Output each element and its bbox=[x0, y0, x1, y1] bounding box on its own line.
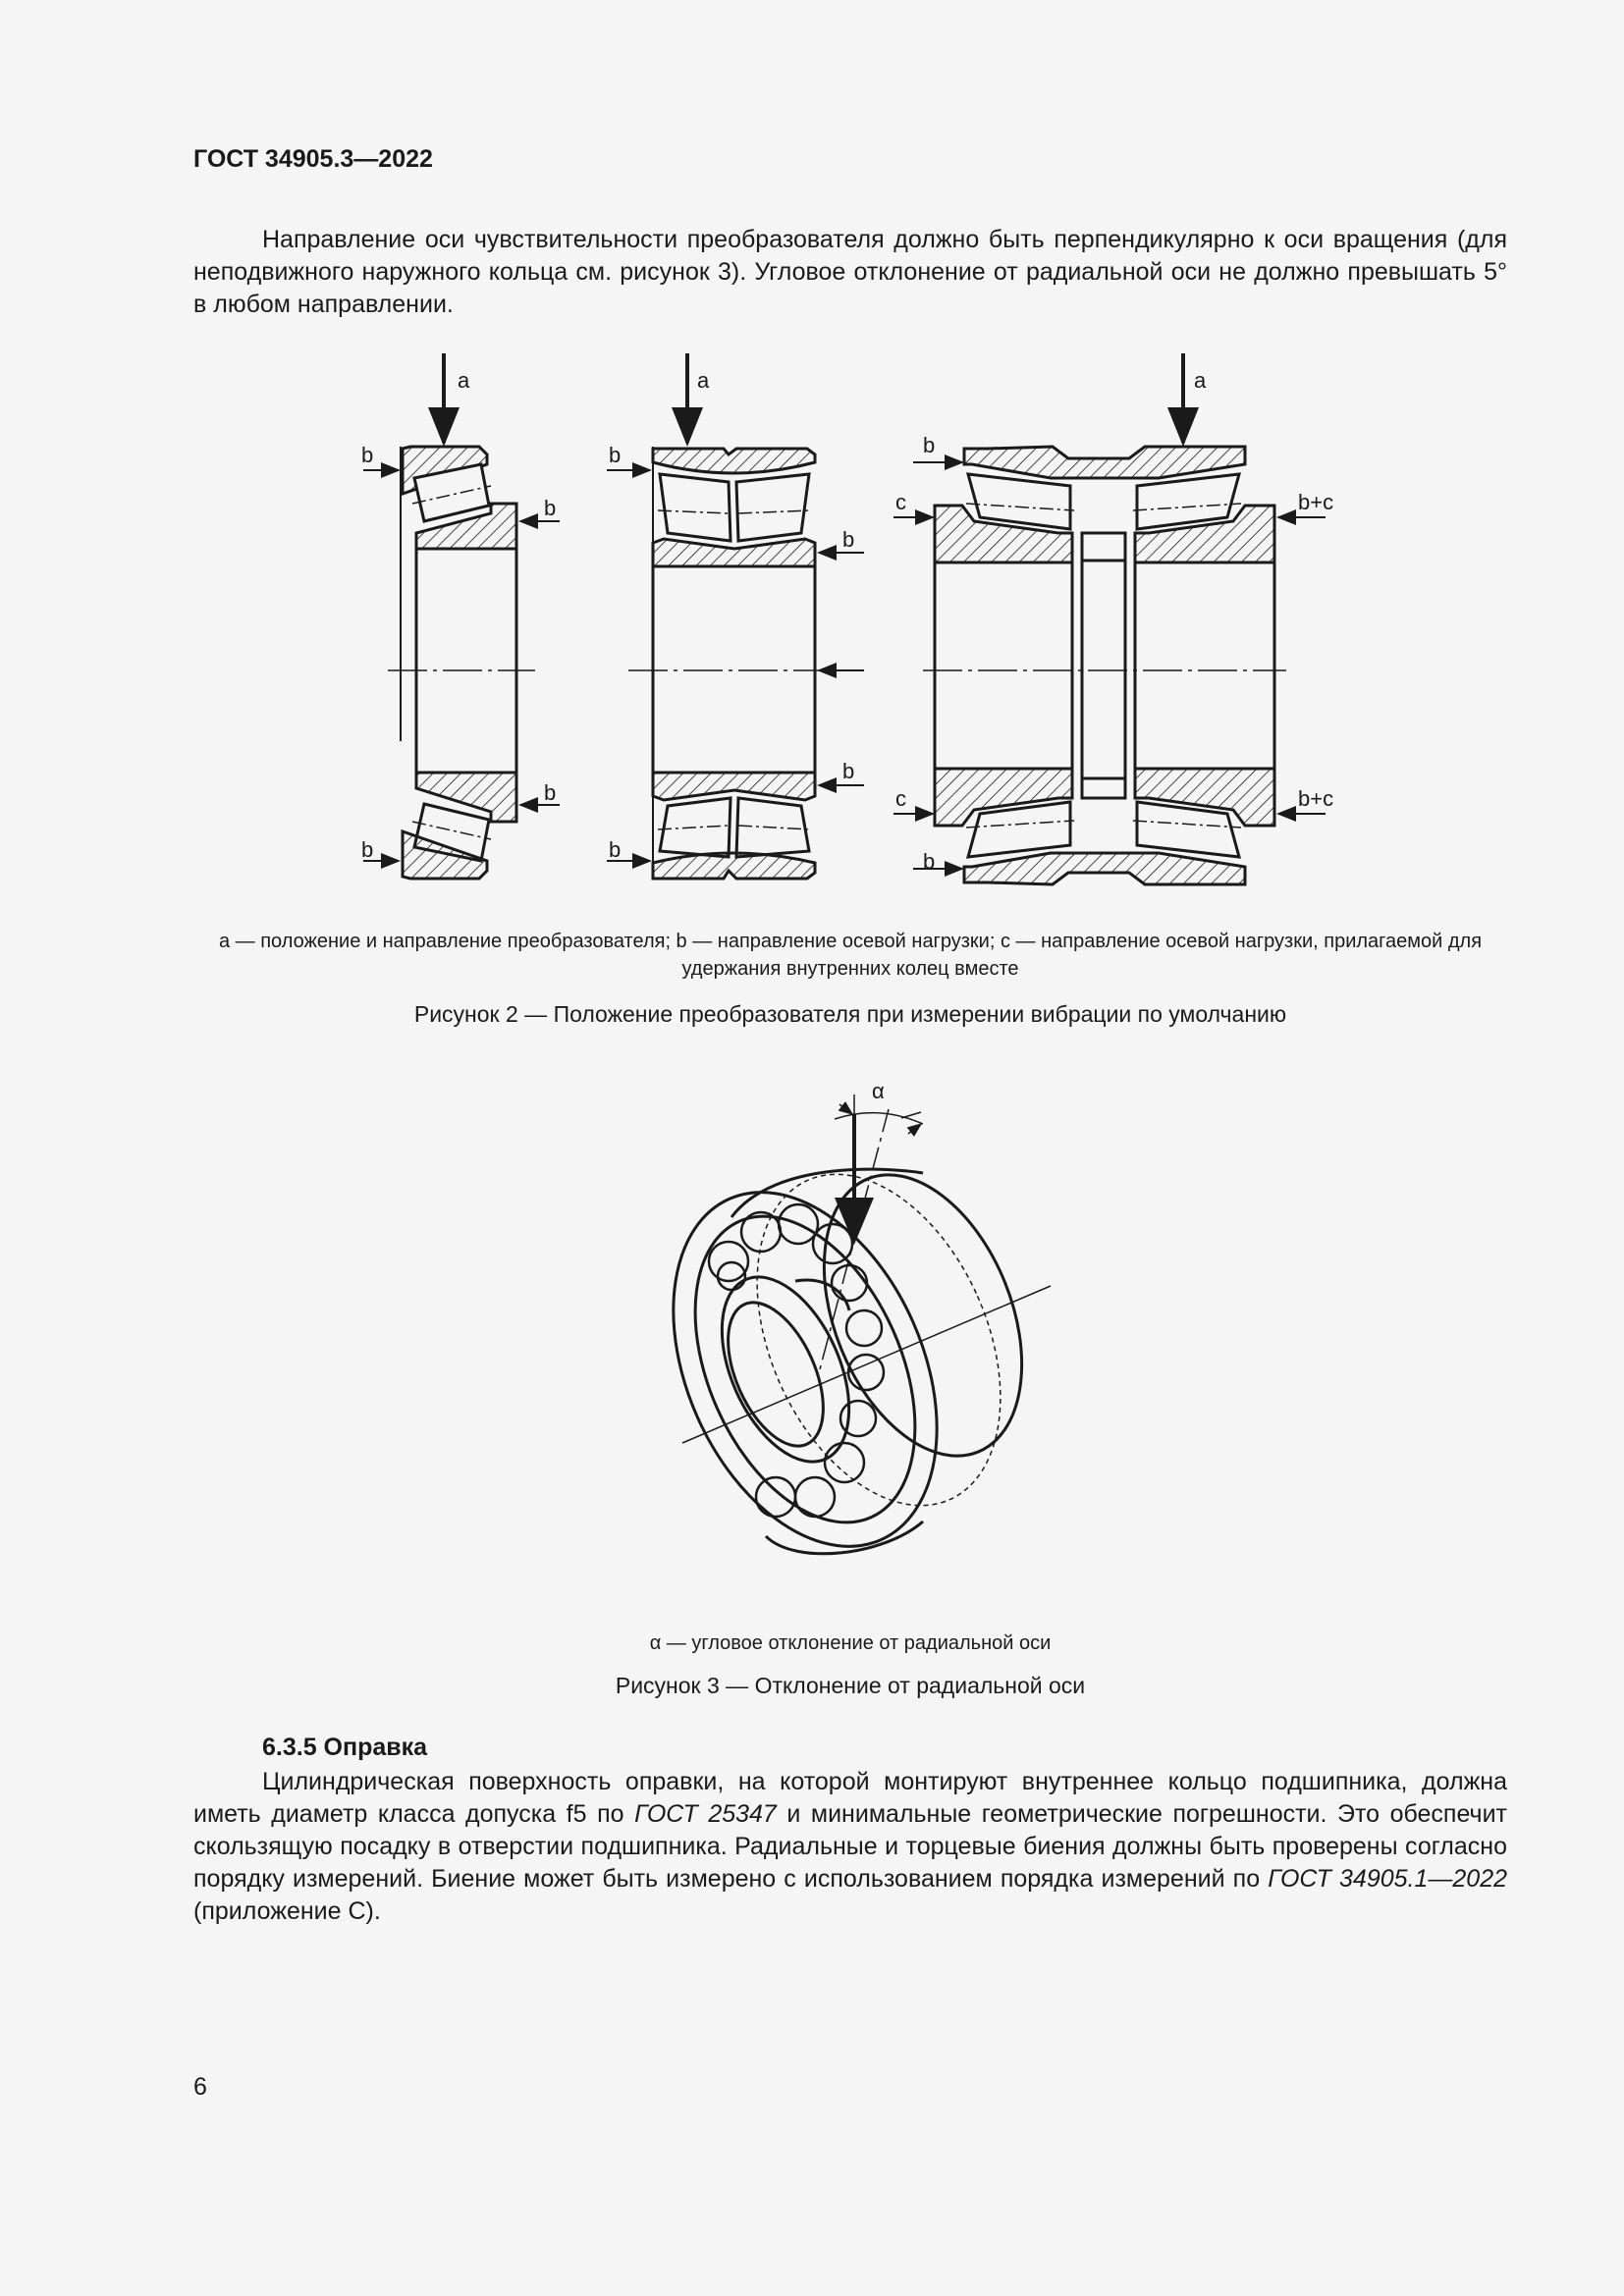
intro-paragraph: Направление оси чувствительности преобразователя должно быть перпендикулярно к оси вращения (для неподвижного наружного кольца см. рисунок 3). Угловое отклонение от радиальной оси не должно превышать 5° в любом направлении. bbox=[193, 226, 1507, 318]
label-a-1: a bbox=[458, 368, 470, 393]
figure-3-drawing bbox=[638, 1075, 1070, 1625]
reference-gost-25347: ГОСТ 25347 bbox=[634, 1800, 777, 1828]
bearing-single-tapered bbox=[388, 447, 535, 879]
bearing-double-tapered bbox=[923, 447, 1286, 884]
section-heading: 6.3.5 Оправка bbox=[262, 1734, 428, 1761]
label-a-3: a bbox=[1194, 368, 1207, 393]
svg-text:c: c bbox=[895, 786, 906, 811]
svg-text:b: b bbox=[361, 837, 374, 862]
svg-text:c: c bbox=[895, 490, 906, 514]
figure-2-legend: a — положение и направление преобразователя; b — направление осевой нагрузки; c — направление осевой нагрузки, прилагаемой для удержания внутренних колец вместе bbox=[218, 931, 1483, 980]
svg-text:b: b bbox=[923, 849, 936, 874]
label-a-2: a bbox=[697, 368, 710, 393]
figure-2-caption: Рисунок 2 — Положение преобразователя при измерении вибрации по умолчанию bbox=[413, 1001, 1287, 1027]
svg-text:b: b bbox=[361, 443, 374, 467]
outer-ring bbox=[622, 1151, 989, 1588]
page-number: 6 bbox=[193, 2073, 207, 2101]
figure-3-caption: Рисунок 3 — Отклонение от радиальной оси bbox=[615, 1673, 1086, 1698]
svg-text:b: b bbox=[544, 496, 557, 520]
label-alpha: α bbox=[872, 1079, 885, 1103]
section-paragraph: Цилиндрическая поверхность оправки, на которой монтируют внутреннее кольцо подшипника, должна иметь диаметр класса допуска f5 по ГОСТ 25347 и минимальные геометрические погрешности. Это обеспечит скользящую посадку в отверстии подшипника. Радиальные и торцевые биения должны быть проверены согласно порядку измерений. Биение может быть измерено с использованием порядка измерений по ГОСТ 34905.1—2022 (приложение С). bbox=[193, 1768, 1508, 1925]
bearing-spherical bbox=[628, 447, 835, 879]
svg-text:b: b bbox=[544, 780, 557, 805]
figure-3-legend: α — угловое отклонение от радиальной оси bbox=[649, 1632, 1052, 1654]
rolling-elements bbox=[709, 1204, 884, 1517]
svg-text:b: b bbox=[842, 527, 855, 552]
svg-text:b: b bbox=[609, 443, 622, 467]
figure-2-drawing bbox=[344, 348, 1334, 898]
document-code: ГОСТ 34905.3—2022 bbox=[193, 145, 433, 173]
svg-text:b+c: b+c bbox=[1298, 786, 1334, 811]
reference-gost-34905-1: ГОСТ 34905.1—2022 bbox=[1268, 1865, 1508, 1893]
svg-text:b: b bbox=[609, 837, 622, 862]
svg-text:b+c: b+c bbox=[1298, 490, 1334, 514]
svg-text:b: b bbox=[923, 433, 936, 457]
svg-text:b: b bbox=[842, 759, 855, 783]
